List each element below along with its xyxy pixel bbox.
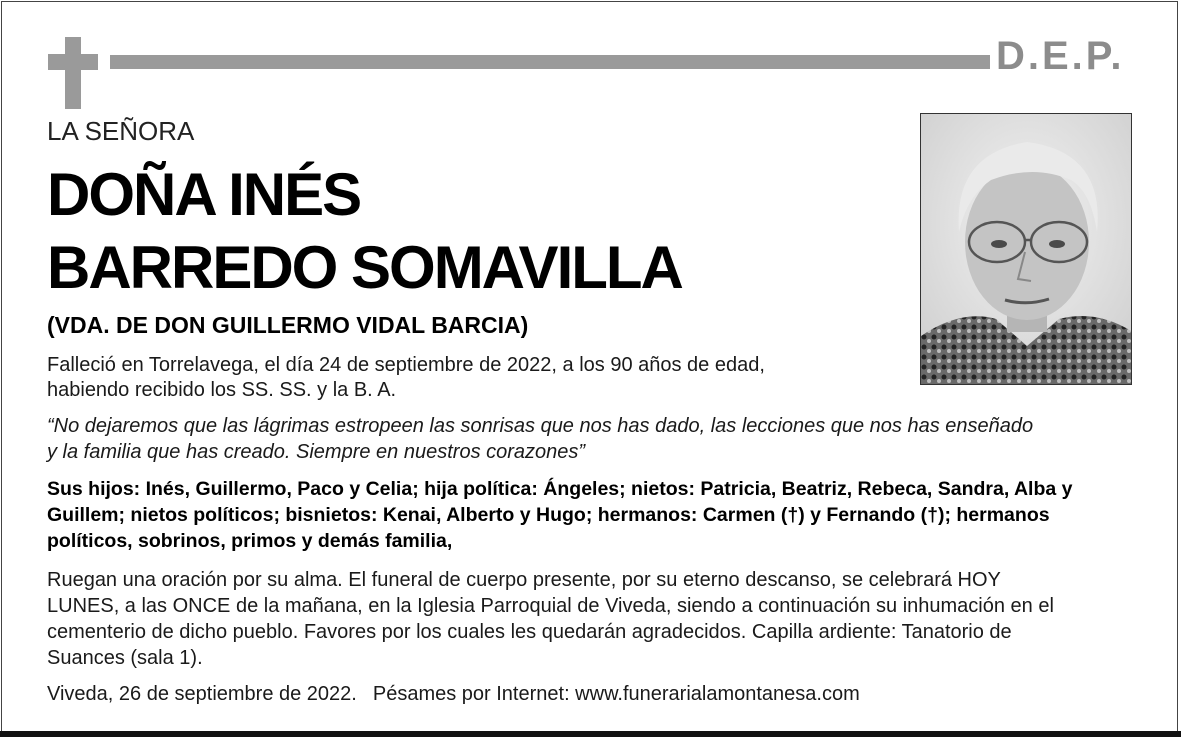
family-line: Sus hijos: Inés, Guillermo, Paco y Celia; hija política: Ángeles; nietos: Patricia, Beatriz, Rebeca, Sandra, Alba y (47, 478, 1073, 500)
funeral-request-line: LUNES, a las ONCE de la mañana, en la Iglesia Parroquial de Viveda, siendo a continuación su inhumación en el (47, 595, 1054, 617)
deceased-name-line-2: BARREDO SOMAVILLA (47, 234, 682, 301)
dep-label: D.E.P. (996, 34, 1125, 78)
death-info-line: Falleció en Torrelavega, el día 24 de septiembre de 2022, a los 90 años de edad, (47, 354, 765, 376)
header-rule (110, 55, 990, 69)
quote-line: “No dejaremos que las lágrimas estropeen las sonrisas que nos has dado, las lecciones que nos has enseñado (47, 415, 1034, 437)
condolences-link[interactable]: Pésames por Internet: www.funerarialamontanesa.com (372, 683, 860, 705)
footer-line (47, 682, 860, 707)
family-line: Guillem; nietos políticos; bisnietos: Kenai, Alberto y Hugo; hermanos: Carmen (†) y Fernando (†); hermanos (47, 504, 1050, 526)
family-line: políticos, sobrinos, primos y demás familia, (47, 530, 453, 552)
funeral-request-line: Ruegan una oración por su alma. El funeral de cuerpo presente, por su eterno descanso, se celebrará HOY (47, 569, 1001, 591)
death-info-line: habiendo recibido los SS. SS. y la B. A. (47, 379, 397, 401)
portrait-photo (920, 113, 1132, 385)
funeral-request-line: Suances (sala 1). (47, 647, 203, 669)
deceased-name-line-1: DOÑA INÉS (47, 161, 361, 228)
quote-line: y la familia que has creado. Siempre en nuestros corazones” (47, 441, 586, 463)
title-prefix: LA SEÑORA (47, 116, 195, 146)
bottom-rule (0, 731, 1181, 737)
place-date: Viveda, 26 de septiembre de 2022. (47, 683, 357, 705)
widow-of-line: (VDA. DE DON GUILLERMO VIDAL BARCIA) (47, 312, 529, 338)
funeral-request-line: cementerio de dicho pueblo. Favores por los cuales les quedarán agradecidos. Capilla ardiente: Tanatorio de (47, 621, 1012, 643)
